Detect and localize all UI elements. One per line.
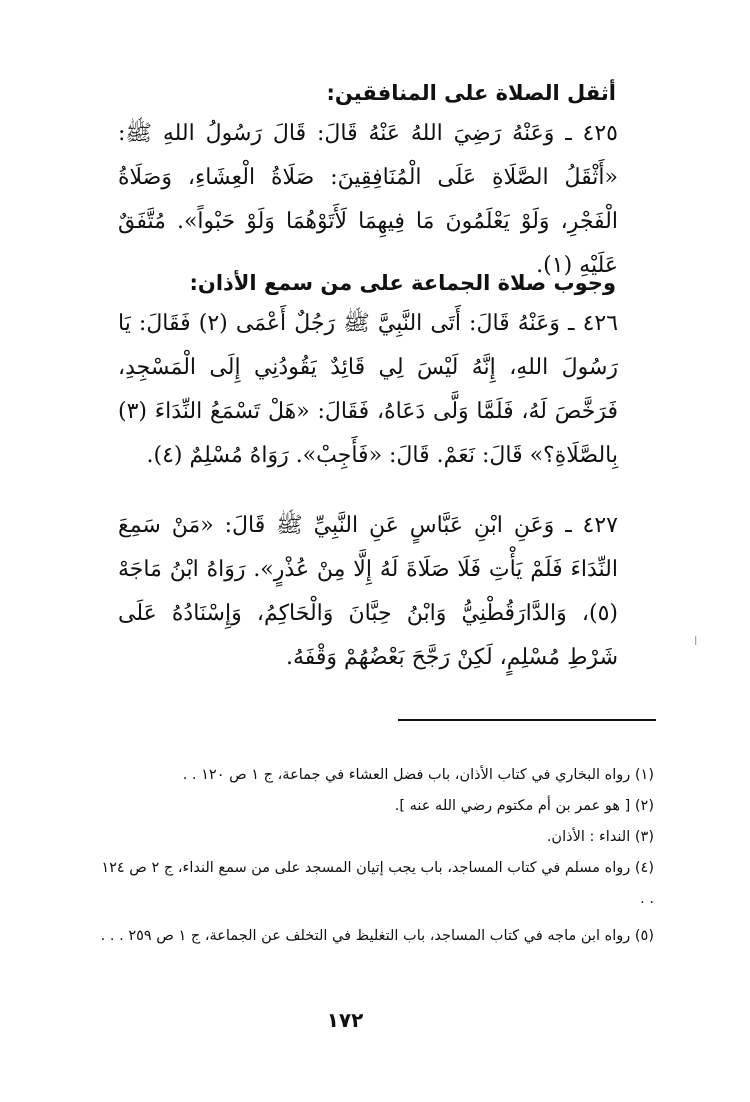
margin-mark: ا: [694, 634, 698, 648]
hadith-426: ٤٢٦ ـ وَعَنْهُ قَالَ: أَتَى النَّبِيَّ ﷺ رَجُلٌ أَعْمَى (٢) فَقَالَ: يَا رَسُولَ اللهِ، إِنَّهُ لَيْسَ لِي قَائِدٌ يَقُودُنِي إِلَى الْمَسْجِدِ، فَرَخَّصَ لَهُ، فَلَمَّا وَلَّى دَعَاهُ، فَقَالَ: «هَلْ تَسْمَعُ النِّدَاءَ (٣) بِالصَّلَاةِ؟» قَالَ: نَعَمْ. قَالَ: «فَأَجِبْ». رَوَاهُ مُسْلِمٌ (٤).: [118, 311, 619, 468]
footnote-3: (٣) النداء : الأذان.: [546, 829, 654, 845]
section-heading-1: أثقل الصلاة على المنافقين:: [326, 81, 616, 105]
section-heading-2: وجوب صلاة الجماعة على من سمع الأذان:: [189, 271, 616, 295]
footnote-4: (٤) رواه مسلم في كتاب المساجد، باب يجب إتيان المسجد على من سمع النداء، ج ٢ ص ١٢٤ . .: [101, 860, 654, 907]
footnote-5: (٥) رواه ابن ماجه في كتاب المساجد، باب التغليظ في التخلف عن الجماعة، ج ١ ص ٢٥٩ . . .: [100, 928, 654, 944]
hadith-425: ٤٢٥ ـ وَعَنْهُ رَضِيَ اللهُ عَنْهُ قَالَ: قَالَ رَسُولُ اللهِ ﷺ: «أَثْقَلُ الصَّلَاةِ عَلَى الْمُنَافِقِينَ: صَلَاةُ الْعِشَاءِ، وَصَلَاةُ الْفَجْرِ، وَلَوْ يَعْلَمُونَ مَا فِيهِمَا لَأَتَوْهُمَا وَلَوْ حَبْواً». مُتَّفَقٌ عَلَيْهِ (١).: [118, 121, 618, 278]
footnotes-list: [94, 760, 654, 952]
footnote-separator: [398, 719, 656, 721]
hadith-427: ٤٢٧ ـ وَعَنِ ابْنِ عَبَّاسٍ عَنِ النَّبِيِّ ﷺ قَالَ: «مَنْ سَمِعَ النِّدَاءَ فَلَمْ يَأْتِ فَلَا صَلَاةَ لَهُ إِلَّا مِنْ عُذْرٍ». رَوَاهُ ابْنُ مَاجَهْ (٥)، وَالدَّارَقُطْنِيُّ وَابْنُ حِبَّانَ وَالْحَاكِمُ، وَإِسْنَادُهُ عَلَى شَرْطِ مُسْلِمٍ، لَكِنْ رَجَّحَ بَعْضُهُمْ وَقْفَهُ.: [118, 513, 618, 670]
footnote-2: (٢) [ هو عمر بن أم مكتوم رضي الله عنه ].: [394, 798, 654, 814]
footnote-1: (١) رواه البخاري في كتاب الأذان، باب فضل العشاء في جماعة، ج ١ ص ١٢٠ . .: [182, 767, 654, 783]
page-number: ١٧٢: [326, 1008, 364, 1032]
